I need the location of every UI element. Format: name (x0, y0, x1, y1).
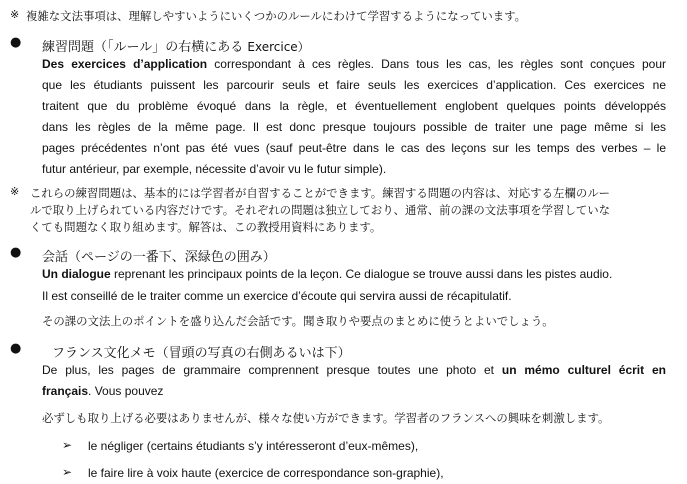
section3-paragraph-line (42, 384, 163, 398)
section2-jp-note: その課の文法上のポイントを盛り込んだ会話です。聞き取りや要点のまとめに使うとよいでしょう。 (42, 314, 554, 328)
arrow-bullet-icon: ➢ (62, 438, 73, 452)
section1-paragraph-line: pages précédentes n’ont pas été vues (sauf peut-être dans le cas des leçons sur les temps des verbes – le (42, 141, 666, 155)
section3-bold-phrase: un mémo culturel écrit en (501, 363, 666, 377)
section3-first-line-text: De plus, les pages de grammaire comprennent presque toutes une photo et (42, 363, 502, 377)
section2-paragraph-line: Il est conseillé de le traiter comme un exercice d’écoute qui servira aussi de récapitulatif. (42, 289, 512, 303)
arrow-bullet-icon: ➢ (62, 465, 73, 479)
section2-heading: 会話（ページの一番下、深緑色の囲み） (42, 250, 276, 265)
section1-paragraph-line: traitent que du problème évoqué dans la règle, et éventuellement englobent quelques points développés (42, 99, 666, 113)
exercise-note-line: くても問題なく取り組めます。解答は、この教授用資料にあります。 (30, 220, 382, 234)
section3-heading: フランス文化メモ（冒頭の写真の右側あるいは下） (52, 346, 351, 361)
section2-paragraph-line (42, 267, 612, 281)
section2-bold-term: Un dialogue (42, 267, 111, 281)
exercise-note-line: ルで取り上げられている内容だけです。それぞれの問題は独立しており、通常、前の課の文法事項を学習していな (30, 203, 611, 217)
bullet: ● (10, 341, 22, 356)
section3-second-line-rest: . Vous pouvez (88, 384, 164, 398)
list-item: le faire lire à voix haute (exercice de correspondance son-graphie), (88, 466, 444, 480)
intro-note: 複雑な文法事項は、理解しやすいようにいくつかのルールにわけて学習するようになっています。 (26, 9, 527, 23)
section1-paragraph-line (42, 57, 666, 71)
section3-bold-word: français (42, 384, 89, 398)
note-mark: ※ (10, 185, 20, 198)
section1-heading-fr: Exercice） (247, 40, 310, 54)
section1-heading (42, 36, 310, 55)
section1-heading-jp: 練習問題（「ルール」の右横にある (42, 40, 244, 55)
section1-paragraph-line: dans les règles de la même page. Il est donc presque toujours possible de traiter une page même si les (42, 120, 666, 134)
section1-paragraph-line: futur antérieur, par exemple, nécessite d’avoir vu le futur simple). (42, 162, 387, 176)
section3-paragraph-line (42, 363, 666, 377)
section2-first-line-rest: reprenant les principaux points de la leçon. Ce dialogue se trouve aussi dans les pistes audio. (110, 267, 613, 281)
list-item: le négliger (certains étudiants s’y intéresseront d’eux-mêmes), (88, 439, 419, 453)
section3-jp-note: 必ずしも取り上げる必要はありませんが、様々な使い方ができます。学習者のフランスへの興味を刺激します。 (42, 411, 610, 425)
section1-first-line-rest: correspondant à ces règles. Dans tous les cas, les règles sont conçues pour (207, 57, 667, 71)
note-mark: ※ (10, 8, 20, 21)
section1-paragraph-line: que les étudiants puissent les parcourir seuls et faire seuls les exercices d’application. Ces exercices ne (42, 78, 666, 92)
bullet: ● (10, 245, 22, 260)
exercise-note-line: これらの練習問題は、基本的には学習者が自習することができます。練習する問題の内容は、対応する左欄のルー (30, 186, 611, 200)
bullet: ● (10, 35, 22, 50)
section1-bold-term: Des exercices d’application (42, 57, 208, 71)
